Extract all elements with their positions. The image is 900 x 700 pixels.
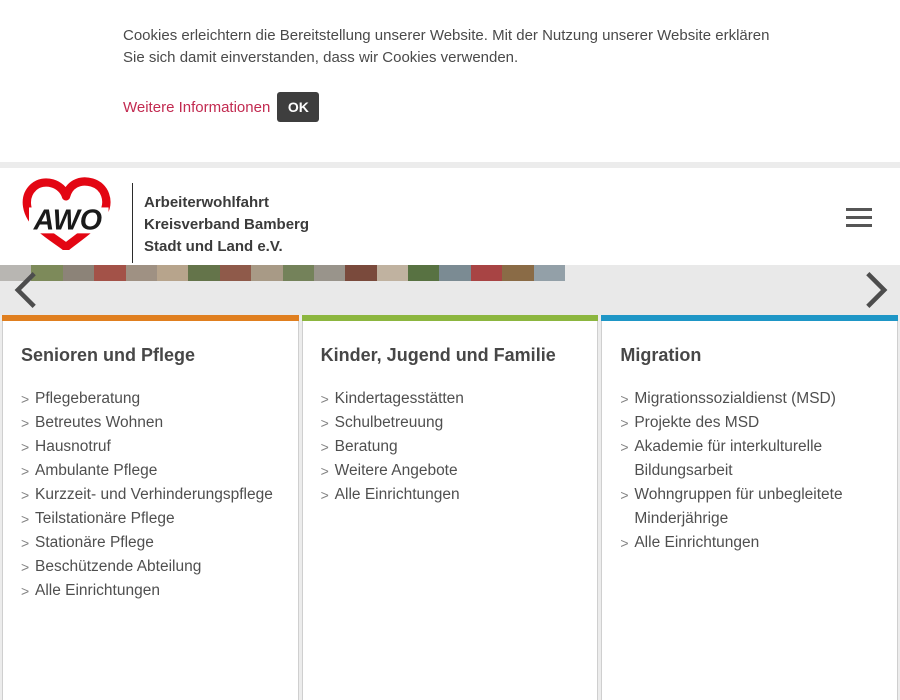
chevron-right-icon (860, 270, 892, 310)
card-migration (601, 315, 898, 700)
card-title-kinder: Kinder, Jugend und Familie (320, 345, 556, 365)
awo-logo[interactable] (18, 176, 309, 263)
chevron-left-icon (10, 270, 42, 310)
carousel-thumbnail (439, 265, 470, 281)
organization-name-line: Kreisverband Bamberg (144, 216, 310, 233)
menu-item-label: Kurzzeit- und Verhinderungspflege (35, 486, 273, 503)
chevron-right-icon: > (21, 391, 30, 407)
chevron-right-icon: > (320, 415, 329, 431)
more-information-link[interactable]: Weitere Informationen (123, 98, 271, 116)
menu-item[interactable] (3, 459, 284, 483)
hamburger-icon (846, 208, 872, 211)
menu-item[interactable] (3, 387, 284, 411)
chevron-right-icon: > (620, 487, 629, 503)
menu-item[interactable] (3, 531, 284, 555)
chevron-right-icon: > (620, 535, 629, 551)
carousel-thumbnail (63, 265, 94, 281)
carousel-thumbnail (283, 265, 314, 281)
carousel-image-strip (0, 265, 565, 281)
site-header (0, 168, 900, 265)
menu-item-label: Projekte des MSD (634, 414, 760, 431)
cookie-message (123, 25, 769, 69)
menu-item-label: Beratung (334, 438, 398, 455)
carousel-prev-button[interactable] (10, 270, 42, 310)
hamburger-icon (846, 224, 872, 227)
card-menu-kinder (303, 387, 598, 507)
card-senioren-und-pflege (2, 315, 299, 700)
menu-item-label: Stationäre Pflege (35, 534, 154, 551)
awo-acronym: AWO (33, 204, 103, 237)
card-kinder-jugend-familie (302, 315, 599, 700)
carousel-thumbnail (377, 265, 408, 281)
menu-item-label: Wohngruppen für unbegleitete Minderjährige (634, 486, 843, 527)
menu-item[interactable] (3, 435, 284, 459)
menu-item[interactable] (602, 387, 883, 411)
card-menu-senioren (3, 387, 298, 603)
carousel-thumbnail (314, 265, 345, 281)
image-carousel (0, 265, 900, 315)
cookie-actions (123, 92, 319, 122)
menu-item-label: Pflegeberatung (35, 390, 141, 407)
chevron-right-icon: > (620, 391, 629, 407)
chevron-right-icon: > (320, 439, 329, 455)
card-title-migration: Migration (620, 345, 702, 365)
menu-item[interactable] (602, 435, 883, 483)
carousel-thumbnail (502, 265, 533, 281)
chevron-right-icon: > (21, 535, 30, 551)
hamburger-icon (846, 216, 872, 219)
carousel-thumbnail (157, 265, 188, 281)
chevron-right-icon: > (21, 583, 30, 599)
chevron-right-icon: > (21, 439, 30, 455)
carousel-thumbnail (534, 265, 565, 281)
cookie-ok-button[interactable]: OK (277, 92, 319, 122)
carousel-thumbnail (408, 265, 439, 281)
menu-item-label: Migrationssozialdienst (MSD) (634, 390, 836, 407)
card-title-senioren: Senioren und Pflege (21, 345, 196, 365)
organization-name-line: Arbeiterwohlfahrt (144, 194, 270, 211)
menu-item[interactable] (602, 411, 883, 435)
menu-item[interactable] (303, 483, 584, 507)
chevron-right-icon: > (21, 415, 30, 431)
logo-divider (132, 183, 133, 263)
chevron-right-icon: > (21, 487, 30, 503)
menu-item[interactable] (3, 507, 284, 531)
chevron-right-icon: > (21, 463, 30, 479)
menu-item[interactable] (3, 483, 284, 507)
chevron-right-icon: > (21, 559, 30, 575)
carousel-next-button[interactable] (860, 270, 892, 310)
menu-item-label: Betreutes Wohnen (35, 414, 164, 431)
carousel-thumbnail (126, 265, 157, 281)
menu-item-label: Alle Einrichtungen (634, 534, 760, 551)
cookie-message-line1: Cookies erleichtern die Bereitstellung unserer Website. Mit der Nutzung unserer Website erklären (123, 27, 770, 44)
card-accent-bar (2, 315, 299, 321)
chevron-right-icon: > (21, 511, 30, 527)
hamburger-menu-button[interactable] (842, 202, 876, 232)
carousel-thumbnail (220, 265, 251, 281)
carousel-thumbnail (471, 265, 502, 281)
menu-item[interactable] (303, 387, 584, 411)
menu-item[interactable] (602, 483, 883, 531)
menu-item[interactable] (3, 555, 284, 579)
menu-item[interactable] (303, 435, 584, 459)
menu-item[interactable] (602, 531, 883, 555)
menu-item-label: Weitere Angebote (334, 462, 458, 479)
organization-name (144, 192, 309, 258)
awo-heart-icon (18, 176, 114, 250)
menu-item-label: Ambulante Pflege (35, 462, 158, 479)
menu-item-label: Beschützende Abteilung (35, 558, 202, 575)
menu-item[interactable] (303, 459, 584, 483)
chevron-right-icon: > (320, 391, 329, 407)
cookie-message-line2: Sie sich damit einverstanden, dass wir Cookies verwenden. (123, 49, 519, 66)
card-accent-bar (302, 315, 599, 321)
cookie-banner (0, 0, 900, 162)
card-accent-bar (601, 315, 898, 321)
carousel-thumbnail (251, 265, 282, 281)
menu-item[interactable] (3, 411, 284, 435)
carousel-thumbnail (94, 265, 125, 281)
menu-item-label: Schulbetreuung (334, 414, 444, 431)
menu-item-label: Teilstationäre Pflege (35, 510, 175, 527)
carousel-thumbnail (345, 265, 376, 281)
carousel-thumbnail (188, 265, 219, 281)
organization-name-line: Stadt und Land e.V. (144, 238, 283, 255)
chevron-right-icon: > (620, 415, 629, 431)
card-menu-migration (602, 387, 897, 555)
menu-item-label: Akademie für interkulturelle Bildungsarbeit (634, 438, 823, 479)
menu-item-label: Kindertagesstätten (334, 390, 464, 407)
chevron-right-icon: > (320, 463, 329, 479)
menu-item[interactable] (303, 411, 584, 435)
menu-item[interactable] (3, 579, 284, 603)
chevron-right-icon: > (620, 439, 629, 455)
menu-item-label: Hausnotruf (35, 438, 111, 455)
chevron-right-icon: > (320, 487, 329, 503)
menu-item-label: Alle Einrichtungen (35, 582, 160, 599)
menu-item-label: Alle Einrichtungen (334, 486, 460, 503)
category-cards (0, 315, 900, 700)
